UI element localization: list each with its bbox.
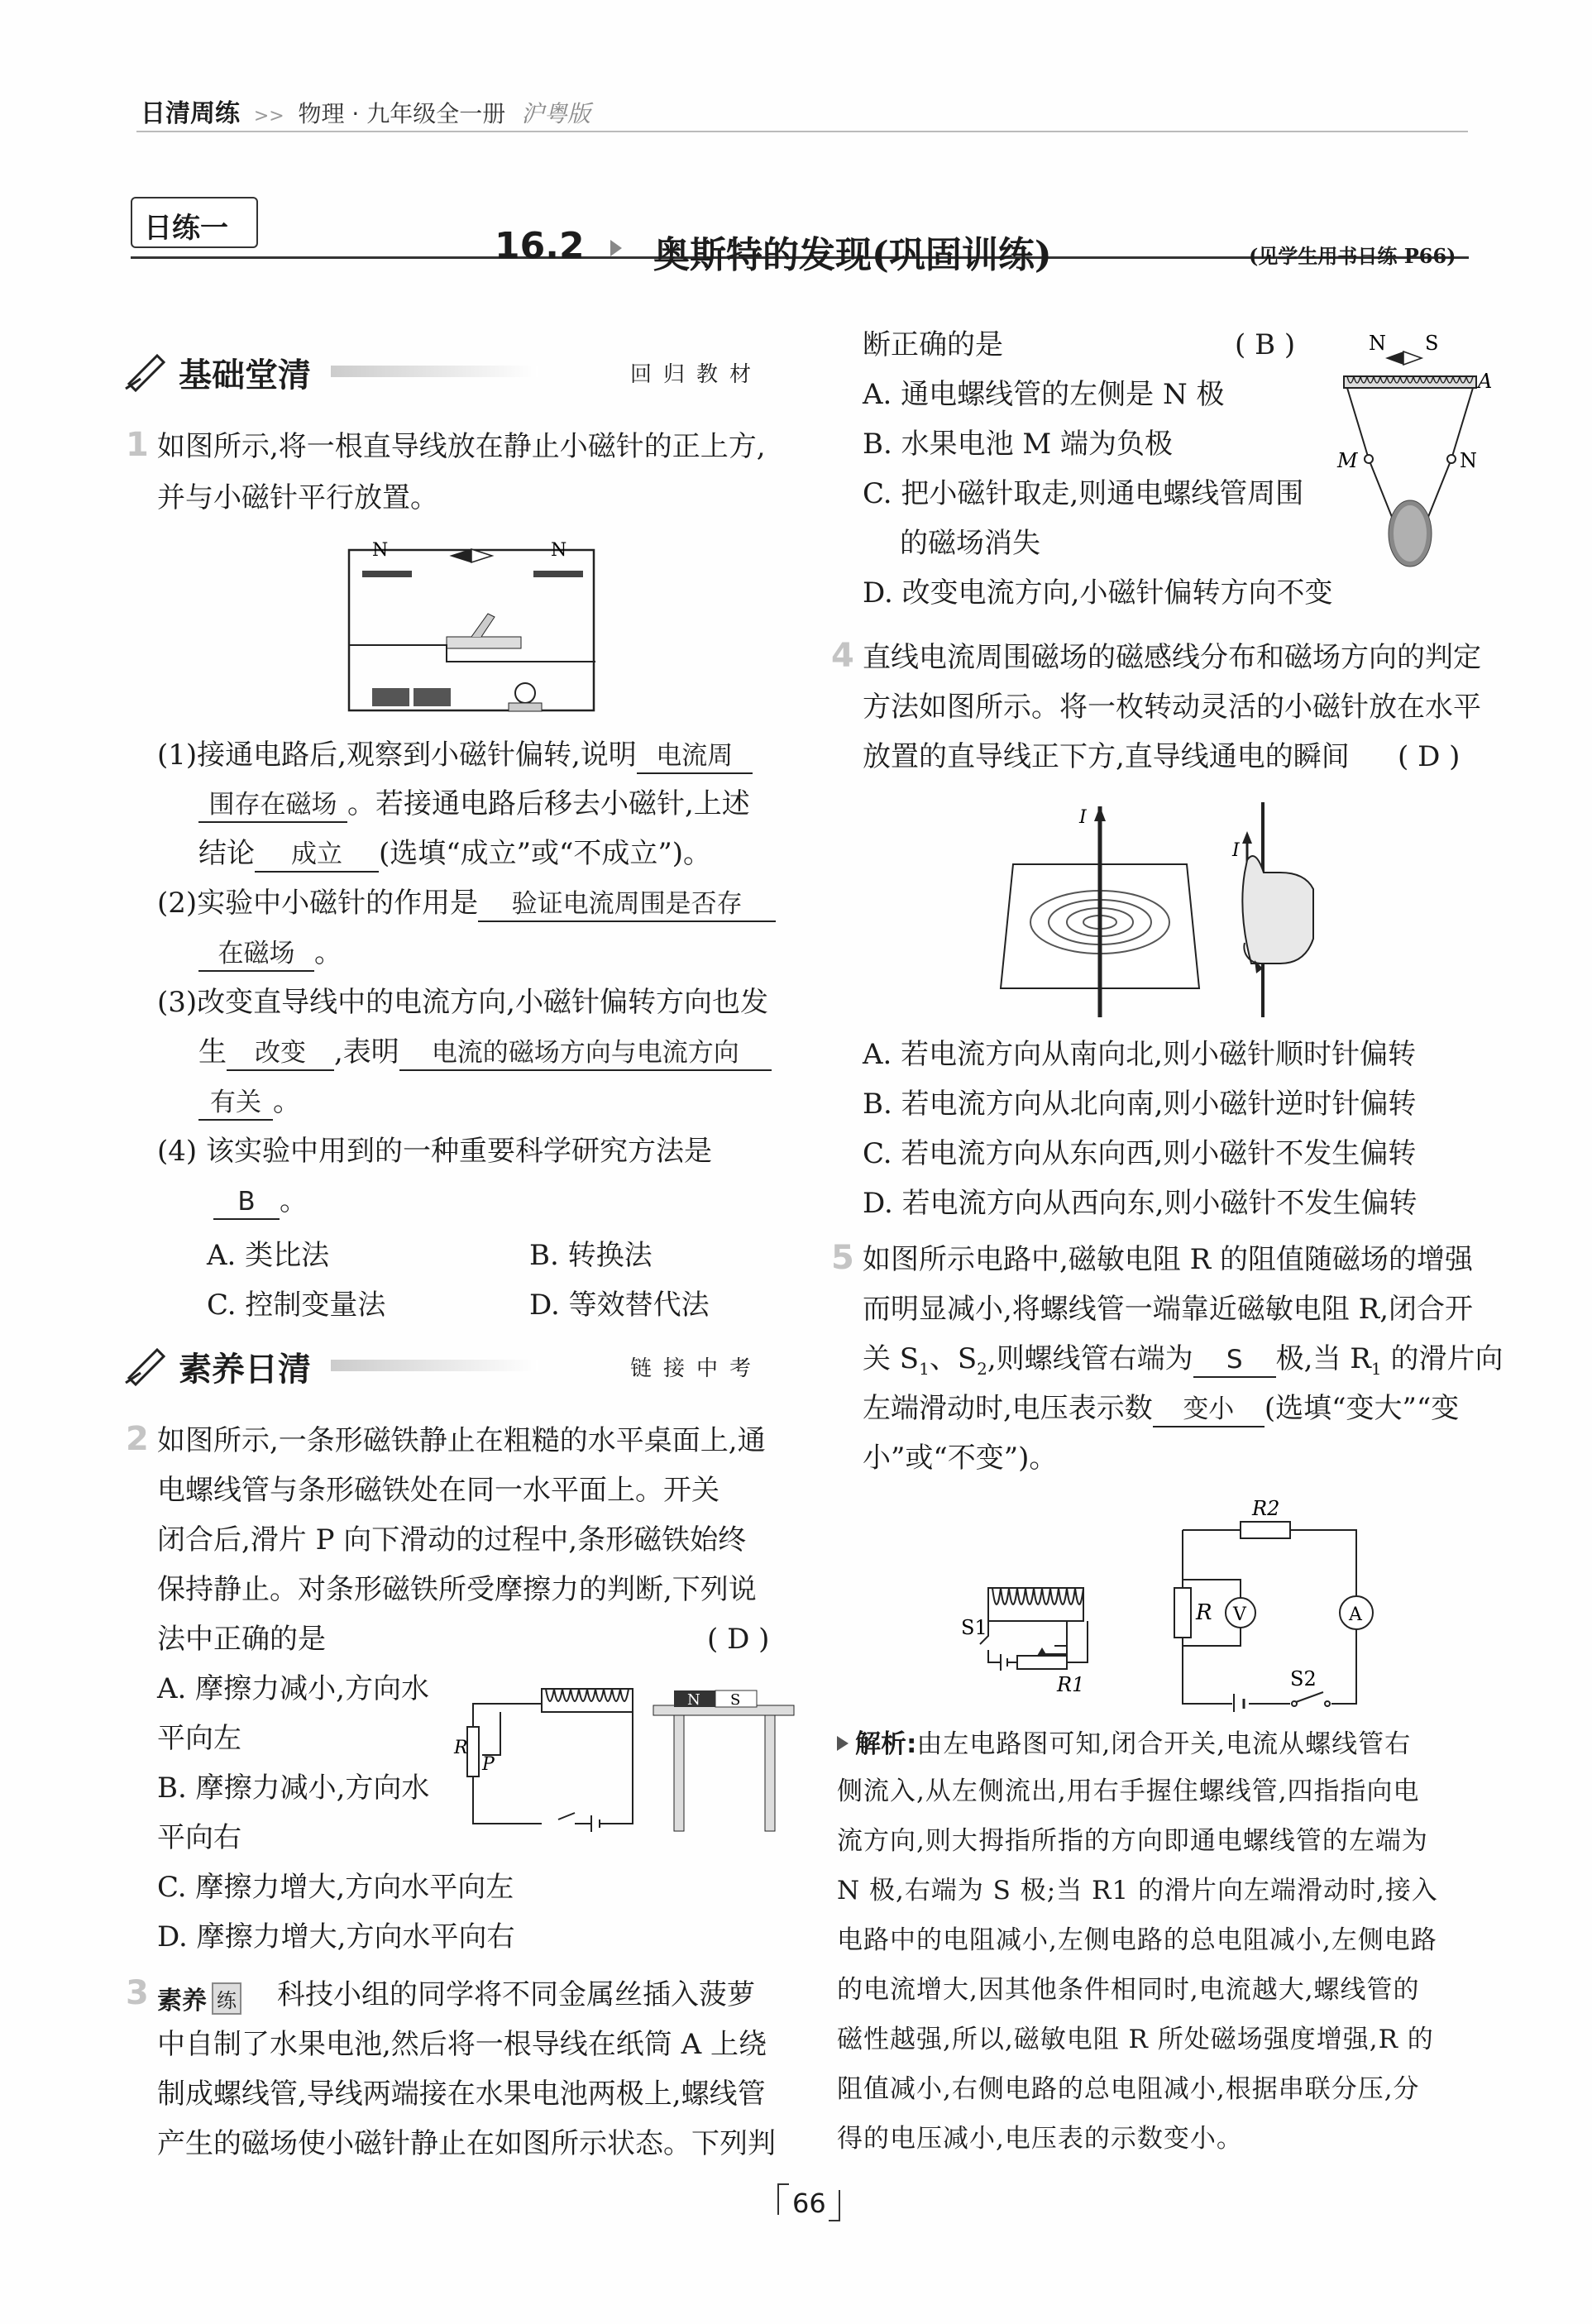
q5-answer1: S [1226, 1345, 1243, 1375]
header-separator: >> [253, 106, 284, 127]
q1-part1-line2 [198, 787, 750, 823]
q2-option-b1: B. 摩擦力减小,方向水 [157, 1772, 430, 1805]
q4-fig-label-i-right: I [1232, 840, 1240, 861]
q1-p1-blank2 [255, 837, 379, 873]
q1-p3-blank1 [227, 1035, 334, 1071]
q1-option-c: C. 控制变量法 [207, 1289, 386, 1322]
analysis-line1 [837, 1727, 1411, 1761]
q4-magnetic-field-figure [997, 798, 1377, 1021]
q1-part3-line1: (3)改变直导线中的电流方向,小磁针偏转方向也发 [157, 986, 768, 1019]
q1-option-d: D. 等效替代法 [529, 1289, 710, 1322]
q2-stem-line4: 保持静止。对条形磁铁所受摩擦力的判断,下列说 [157, 1573, 757, 1606]
q1-p1-answer1b: 围存在磁场 [208, 790, 337, 820]
analysis-line3: 流方向,则大拇指所指的方向即通电螺线管的左端为 [837, 1826, 1428, 1856]
q2-solenoid-figure [451, 1679, 798, 1844]
q5-l3-c: ,则螺线管右端为 [987, 1342, 1193, 1375]
q1-part3-line3: 有关 。 [198, 1085, 301, 1121]
q3-answer: ( B ) [1235, 328, 1296, 361]
q5-l4-b: (选填“变大”“变 [1264, 1392, 1460, 1425]
q1-p1-answer1: 电流周 [656, 741, 734, 771]
q5-fig-label-v: V [1233, 1604, 1246, 1625]
q1-p2-answer-b: 在磁场 [218, 939, 295, 968]
q5-stem-line3 [863, 1342, 1503, 1379]
section-literacy-heading [124, 1341, 794, 1388]
q3-stem-line5: 断正确的是 [863, 328, 1003, 361]
analysis-text-0: 由左电路图可知,闭合开关,电流从螺线管右 [916, 1729, 1412, 1759]
q4-option-c: C. 若电流方向从东向西,则小磁针不发生偏转 [863, 1137, 1417, 1170]
q1-part2-line1 [157, 887, 776, 922]
q1-p3-text-b: 生 [198, 1035, 227, 1069]
header-brand: 日清周练 [141, 99, 240, 128]
analysis-line9: 得的电压减小,电压表的示数变小。 [837, 2124, 1243, 2154]
q3-option-c2: 的磁场消失 [900, 527, 1040, 560]
q3-fig-label-m: M [1337, 449, 1358, 472]
page-number-bracket-left [777, 2183, 789, 2215]
header-edition: 沪粤版 [521, 100, 591, 127]
q1-stem-line2: 并与小磁针平行放置。 [157, 481, 438, 514]
analysis-line6: 的电流增大,因其他条件相同时,电流越大,螺线管的 [837, 1975, 1420, 2005]
q3-number: 3 [126, 1974, 149, 2012]
q2-fig-label-p: P [482, 1754, 495, 1775]
title-reference: (见学生用书日练 P66) [1249, 244, 1456, 268]
q3-option-c1: C. 把小磁针取走,则通电螺线管周围 [863, 477, 1304, 510]
q2-stem-line3: 闭合后,滑片 P 向下滑动的过程中,条形磁铁始终 [157, 1523, 747, 1557]
analysis-line4: N 极,右端为 S 极;当 R1 的滑片向左端滑动时,接入 [837, 1876, 1438, 1906]
q5-fig-label-a: A [1349, 1604, 1362, 1625]
q5-fig-label-r1: R1 [1057, 1673, 1085, 1696]
q3-stem-line4: 产生的磁场使小磁针静止在如图所示状态。下列判 [157, 2127, 776, 2160]
q1-p3-blank2 [399, 1035, 772, 1071]
q3-option-a: A. 通电螺线管的左侧是 N 极 [863, 378, 1225, 411]
section-basic-fade [331, 366, 538, 377]
q2-option-d: D. 摩擦力增大,方向水平向右 [157, 1920, 515, 1953]
pen-icon [124, 347, 174, 394]
q2-stem-line1: 如图所示,一条形磁铁静止在粗糙的水平桌面上,通 [157, 1424, 766, 1457]
section-basic-tag: 回归教材 [630, 362, 763, 387]
q1-part2-line2: 在磁场 。 [198, 936, 342, 972]
q3-option-b: B. 水果电池 M 端为负极 [863, 428, 1174, 461]
q1-p1-text-c: 结论 [198, 837, 255, 870]
q4-number: 4 [831, 637, 854, 675]
q5-stem-line5: 小”或“不变”)。 [863, 1442, 1058, 1475]
q4-stem-line3: 放置的直导线正下方,直导线通电的瞬间 [863, 740, 1350, 773]
q5-l3-sub1: 1 [919, 1358, 930, 1379]
q1-part1-line1 [157, 739, 753, 774]
q2-option-a1: A. 摩擦力减小,方向水 [157, 1672, 429, 1705]
q1-p1-blank1 [637, 739, 753, 774]
q3-fig-label-a: A [1478, 370, 1493, 393]
q2-option-b2: 平向右 [157, 1821, 241, 1854]
q4-option-b: B. 若电流方向从北向南,则小磁针逆时针偏转 [863, 1088, 1417, 1121]
q4-option-a: A. 若电流方向从南向北,则小磁针顺时针偏转 [863, 1038, 1416, 1071]
q1-fig-label-n-left: N [372, 540, 389, 561]
day-tag [131, 197, 258, 248]
page-number: 66 [792, 2188, 826, 2219]
q5-l3-d: 极,当 R [1275, 1342, 1371, 1375]
q2-answer: ( D ) [707, 1623, 770, 1656]
analysis-line5: 电路中的电阻减小,左侧电路的总电阻减小,左侧电路 [837, 1925, 1437, 1955]
q3-stem-line2: 中自制了水果电池,然后将一根导线在纸筒 A 上绕 [157, 2028, 767, 2061]
q3-fruit-battery-figure [1327, 327, 1493, 575]
q5-l4-a: 左端滑动时,电压表示数 [863, 1392, 1153, 1425]
page-title: 奥斯特的发现(巩固训练) [653, 234, 1052, 276]
q5-l3-b: 、S [929, 1342, 978, 1375]
section-basic-heading [124, 347, 794, 394]
q5-fig-label-s1: S1 [961, 1616, 987, 1639]
q3-fig-label-n-pole: N [1460, 449, 1477, 472]
q2-stem-line2: 电螺线管与条形磁铁处在同一水平面上。开关 [157, 1474, 720, 1507]
q4-stem-line1: 直线电流周围磁场的磁感线分布和磁场方向的判定 [863, 641, 1481, 674]
q1-p1-answer2: 成立 [291, 839, 342, 869]
q1-number: 1 [126, 426, 149, 464]
q2-option-c: C. 摩擦力增大,方向水平向左 [157, 1871, 514, 1904]
q1-p4-answer: B [237, 1187, 256, 1217]
q2-option-a2: 平向左 [157, 1722, 241, 1755]
analysis-label: 解析: [855, 1729, 917, 1759]
q2-fig-label-r: R [454, 1738, 468, 1758]
q5-stem-line1: 如图所示电路中,磁敏电阻 R 的阻值随磁场的增强 [863, 1243, 1474, 1276]
q5-l3-e: 的滑片向 [1381, 1342, 1504, 1375]
q1-p4-blank [213, 1184, 280, 1220]
q3-badge [157, 1980, 241, 2016]
q1-p2-blank [478, 887, 776, 922]
q1-stem-line1: 如图所示,将一根直导线放在静止小磁针的正上方, [157, 430, 766, 463]
q4-fig-label-i-left: I [1079, 807, 1087, 828]
q1-part4-line1: (4) 该实验中用到的一种重要科学研究方法是 [157, 1135, 712, 1168]
section-literacy-fade [331, 1360, 538, 1371]
q1-p3-answer1: 改变 [255, 1038, 306, 1068]
section-number: 16.2 [495, 225, 585, 267]
title-arrow-icon [610, 240, 622, 256]
q1-p2-text-a: (2)实验中小磁针的作用是 [157, 887, 479, 920]
analysis-line7: 磁性越强,所以,磁敏电阻 R 所处磁场强度增强,R 的 [837, 2025, 1434, 2054]
q2-stem-line5: 法中正确的是 [157, 1623, 326, 1656]
q1-p2-blank-b [198, 936, 314, 972]
analysis-arrow-icon [837, 1736, 849, 1751]
q1-part3-line2 [198, 1035, 772, 1071]
q5-l3-a: 关 S [863, 1342, 920, 1375]
q3-fig-label-n-needle: N [1369, 332, 1386, 355]
q1-part1-line3 [198, 837, 711, 873]
q1-option-b: B. 转换法 [529, 1239, 653, 1272]
section-literacy-title: 素养日清 [179, 1351, 311, 1389]
section-literacy-tag: 链接中考 [630, 1356, 763, 1381]
header-subject: 物理 · 九年级全一册 [298, 100, 506, 127]
q3-badge-box: 练 [212, 1982, 241, 2015]
pen-icon [124, 1341, 174, 1388]
q1-p2-answer: 验证电流周围是否存 [511, 889, 743, 919]
q1-part4-line2: B 。 [213, 1184, 308, 1220]
q5-l3-sub3: 1 [1370, 1358, 1382, 1379]
q5-blank2 [1153, 1392, 1265, 1427]
analysis-line2: 侧流入,从左侧流出,用右手握住螺线管,四指指向电 [837, 1776, 1420, 1806]
q5-number: 5 [831, 1239, 854, 1277]
q1-p3-text-c: ,表明 [334, 1035, 399, 1069]
q5-blank1 [1193, 1342, 1276, 1378]
q3-fig-label-s-needle: S [1425, 332, 1439, 355]
header-rule [136, 131, 1468, 132]
q5-l3-sub2: 2 [977, 1358, 987, 1379]
q4-stem-line2: 方法如图所示。将一枚转动灵活的小磁针放在水平 [863, 691, 1481, 724]
q4-answer: ( D ) [1398, 740, 1461, 773]
q1-p3-blank2b [198, 1085, 273, 1121]
q1-p1-text-d: (选填“成立”或“不成立”)。 [379, 837, 712, 870]
q3-badge-label: 素养 [157, 1987, 207, 2016]
q1-fig-label-n-right: N [551, 540, 567, 561]
q5-stem-line4 [863, 1392, 1459, 1427]
q1-option-a: A. 类比法 [207, 1239, 330, 1272]
q1-p3-answer2b: 有关 [210, 1088, 261, 1117]
page-header [141, 93, 590, 129]
q5-stem-line2: 而明显减小,将螺线管一端靠近磁敏电阻 R,闭合开 [863, 1293, 1474, 1326]
q1-p1-text-b: 。若接通电路后移去小磁针,上述 [347, 787, 750, 820]
q1-p1-text-a: (1)接通电路后,观察到小磁针偏转,说明 [157, 739, 637, 772]
q1-circuit-figure [347, 538, 604, 720]
q3-option-d: D. 改变电流方向,小磁针偏转方向不变 [863, 576, 1333, 610]
q1-p3-answer2: 电流的磁场方向与电流方向 [431, 1038, 739, 1068]
q2-number: 2 [126, 1420, 149, 1458]
day-tag-label: 日练一 [144, 212, 228, 245]
q5-answer2: 变小 [1183, 1394, 1235, 1424]
q1-p1-blank1b [198, 787, 347, 823]
q5-fig-label-s2: S2 [1290, 1667, 1317, 1690]
q5-fig-label-r2: R2 [1252, 1497, 1280, 1520]
page-number-bracket-right [829, 2190, 840, 2221]
q5-fig-label-r: R [1196, 1600, 1212, 1625]
section-basic-title: 基础堂清 [179, 356, 311, 395]
analysis-line8: 阻值减小,右侧电路的总电阻减小,根据串联分压,分 [837, 2074, 1420, 2104]
q2-fig-label-s: S [730, 1691, 741, 1709]
q3-stem-line3: 制成螺线管,导线两端接在水果电池两极上,螺线管 [157, 2078, 766, 2111]
q2-fig-label-n: N [687, 1691, 700, 1709]
q5-circuit-figure [951, 1497, 1406, 1712]
q3-stem-line1: 科技小组的同学将不同金属丝插入菠萝 [277, 1978, 755, 2011]
q4-option-d: D. 若电流方向从西向东,则小磁针不发生偏转 [863, 1187, 1418, 1220]
